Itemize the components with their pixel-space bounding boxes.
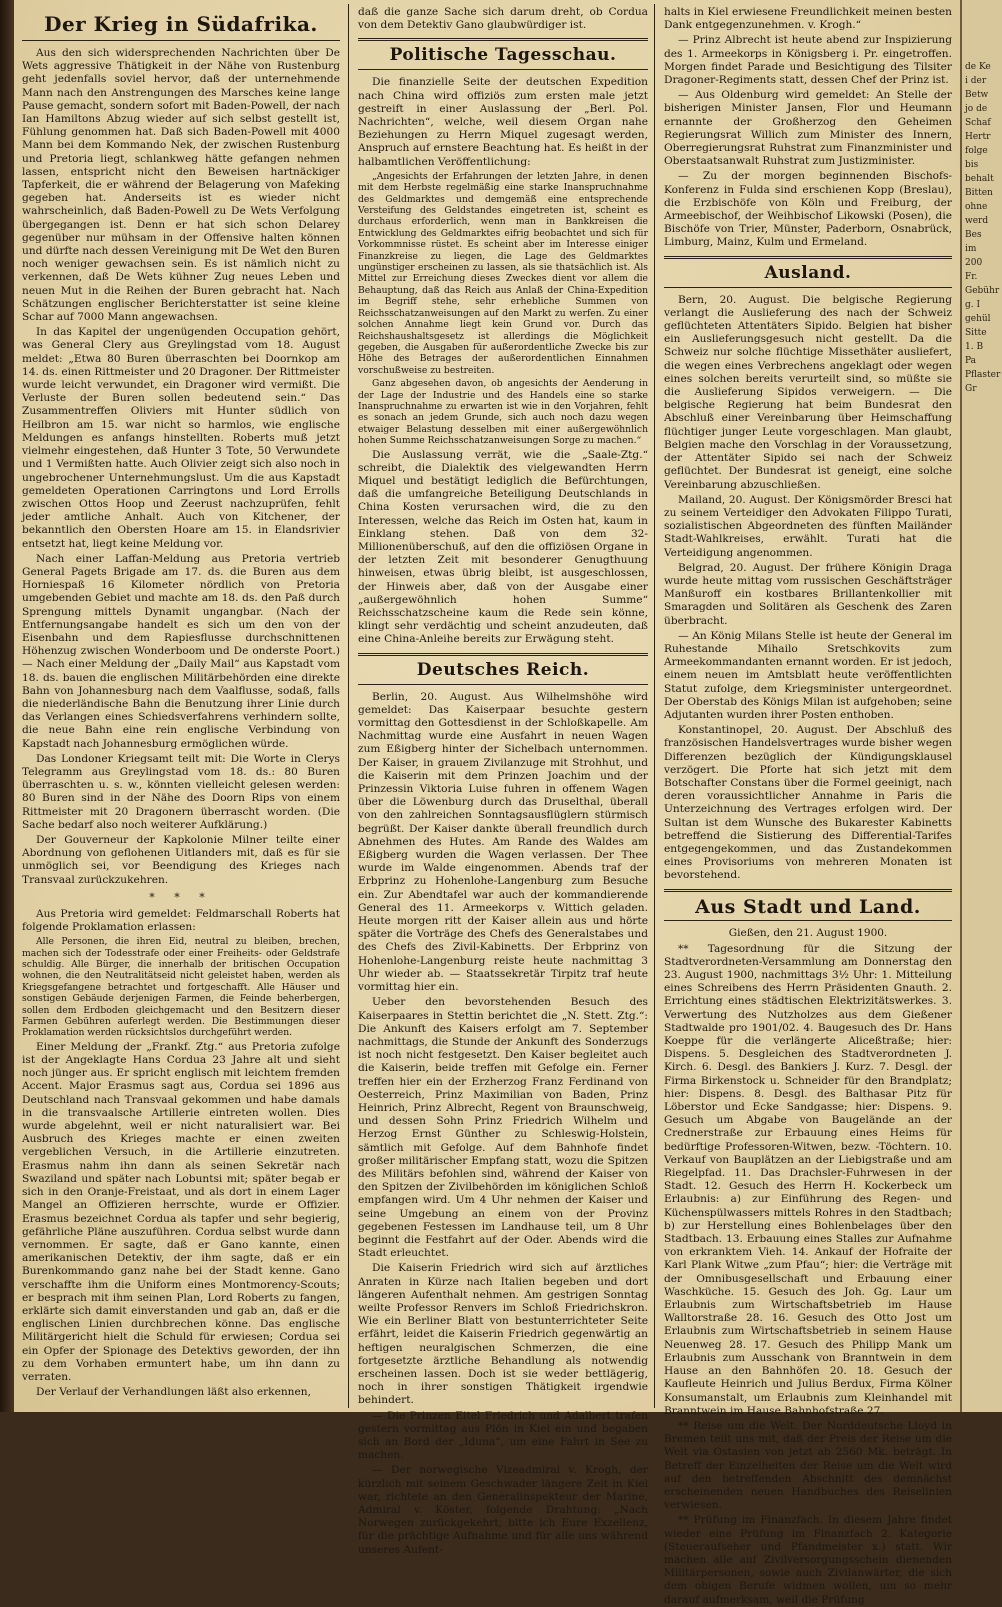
article-paragraph: Einer Meldung der „Frankf. Ztg.“ aus Pretoria zufolge ist der Angeklagte Hans Cordua 23 Jahre alt und sieht noch jünger aus. Er spricht englisch mit leichtem fremden Accent. Major Erasmus sagt aus, Cordua sei 1896 aus Deutschland nach Transvaal gekommen und habe damals in die transvaalsche Artillerie eintreten wollen. Dies wurde abgelehnt, weil er nicht naturalisiert war. Bei Ausbruch des Krieges machte er einen zweiten vergeblichen Versuch, in die Artillerie einzutreten. Erasmus nahm ihn dann als seinen Sekretär nach Swaziland und später nach Lobuntsi mit; später begab er sich in den Oranje-Freistaat, und als dort in einem Lager Mangel an Offizieren herrschte, wurde er Offizier. Erasmus bezeichnet Cordua als tapfer und sehr begierig, gefährliche Pläne auszuführen. Cordua selbst wurde dann vernommen. Er sagte, daß er Gano kannte, einen amerikanischen Detektiv, der ihm sagte, daß er ein Burenkommando ganz nahe bei der Stadt kenne. Gano verschaffte ihm die Uniform eines Montmorency-Scouts; er besprach mit ihm seinen Plan, Lord Roberts zu fangen, erklärte sich damit einverstanden und gab an, daß er die englischen Linien durchbrechen könne. Das englische Militärgericht hielt die Schuld für erwiesen; Cordua sei ein Opfer der Spionage des Detektivs geworden, der ihn zu dem Vorhaben ermuntert habe, um ihn dann zu verraten. bbox=[22, 1040, 340, 1383]
dateline: Gießen, den 21. August 1900. bbox=[728, 926, 888, 939]
book-binding bbox=[0, 0, 14, 1412]
adjacent-page-fragment: werd bbox=[965, 216, 989, 226]
article-paragraph: Die Auslassung verrät, wie die „Saale-Ztg.“ schreibt, die Dialektik des vielgewandten Herrn Miquel und bestätigt lediglich die Befürchtungen, daß die umfangreiche Beteiligung Deutschlands in China Kosten verursachen wird, die zu den Interessen, welche das Reich im Osten hat, kaum in Einklang stehen. Daß von dem 32-Millionenüberschuß, auf den die offiziösen Organe in der letzten Zeit mit besonderer Genugthuung hinweisen, etwas übrig bleibt, ist ausgeschlossen, der Hinweis aber, daß von der Ausgabe einer „außergewöhnlich hohen Summe“ Reichsschatzscheine kaum die Rede sein könne, klingt sehr verdächtig und scheint anzudeuten, daß eine China-Anleihe bereits zur Erwägung steht. bbox=[358, 448, 648, 646]
column-politics bbox=[358, 6, 648, 1556]
article-paragraph: ** Tagesordnung für die Sitzung der Stadtverordneten-Versammlung am Donnerstag den 23. August 1900, nachmittags 3½ Uhr: 1. Mitteilung eines Schreibens des Herrn Präsidenten Gnauth. 2. Errichtung eines städtischen Elektrizitätswerkes. 3. Verwertung des Nutzholzes aus dem Gießener Stadtwalde pro 1901/02. 4. Baugesuch des Dr. Hans Koeppe für die verlängerte Aliceßtraße; hier: Dispens. 5. Desgleichen des Stadtverordneten J. Kirch. 6. Desgl. des Bankiers J. Kurz. 7. Desgl. der Firma Birkenstock u. Schneider für den Brandplatz; hier: Dispens. 8. Desgl. des Balthasar Pitz für Löberstor und Ecke Sandgasse; hier: Dispens. 9. Gesuch um Abgabe von Baugelände an der Crednerstraße zur Erbauung eines Heims für bedürftige Professoren-Witwen, bezw. -Töchtern. 10. Verkauf von Bauplätzen an der Liebigstraße und am Riegelpfad. 11. Das Drachsler-Fuhrwesen in der Stadt. 12. Gesuch des Herrn H. Kockerbeck um Erlaubnis: a) zur Einführung des Regen- und Küchenspülwassers mittels Rohres in den Stadtbach; b) zur Herstellung eines Bohlenbelages über den Stadtbach. 13. Erbauung eines Stalles zur Aufnahme von erkranktem Vieh. 14. Ankauf der Hofraite der Karl Plank Witwe „zum Pfau“; hier: die Verträge mit der Omnibusgesellschaft und Erbauung einer Waschküche. 15. Gesuch des Joh. Gg. Laur um Erlaubnis zum Wirtschaftsbetrieb im Hause Walltorstraße 28. 16. Gesuch des Otto Jost um Erlaubnis zum Wirtschaftsbetrieb in seinem Hause Neuenweg 28. 17. Gesuch des Philipp Mank um Erlaubnis zum Ausschank von Branntwein in dem Hause an den Bahnhöfen 20. 18. Gesuch der Kaufleute Heinrich und Julius Berdux, Firma Kölner Konsumanstalt, um Erlaubnis zum Kleinhandel mit Branntwein im Hause Bahnhofstraße 27. bbox=[664, 942, 952, 1417]
article-paragraph: Der Gouverneur der Kapkolonie Milner teilte einer Abordnung von geflohenen Uitlanders mit, daß es für sie unmöglich sei, vor Beendigung des Krieges nach Transvaal zurückzukehren. bbox=[22, 833, 340, 886]
adjacent-page-fragment: i der bbox=[965, 76, 987, 86]
proclamation-text: Alle Personen, die ihren Eid, neutral zu bleiben, brechen, machen sich der Todesstrafe oder einer Freiheits- oder Geldstrafe schuldig. Alle Bürger, die innerhalb der britischen Occupation wohnen, die den Neutralitätseid nicht geleistet haben, werden als Kriegsgefangene betrachtet und fortgeschafft. Alle Häuser und sonstigen Gebäude derjenigen Farmen, die Feinde beherbergen, sollen dem Erdboden gleichgemacht und den Besitzern dieser Farmen Gebühren auferlegt werden. Die Bestimmungen dieser Proklamation werden rücksichtslos durchgeführt werden. bbox=[22, 936, 340, 1039]
article-paragraph: Konstantinopel, 20. August. Der Abschluß des französischen Handelsvertrages wurde bisher wegen Differenzen bezüglich der Kündigungsklausel verzögert. Die Pforte hat sich jetzt mit dem Botschafter Constans über die Formel geeinigt, nach deren voraussichtlicher Annahme in Paris die Unterzeichnung des Vertrages erfolgen wird. Der Sultan ist dem Wunsche des Bukarester Kabinetts betreffend die Sistierung des Differential-Tarifes entgegengekommen, und das Zustandekommen eines Provisoriums von mehreren Monaten ist bevorstehend. bbox=[664, 724, 952, 882]
adjacent-page-fragment: jo de bbox=[965, 104, 988, 114]
adjacent-page-fragment: 200 bbox=[965, 258, 983, 268]
adjacent-page-fragment: folge bbox=[965, 146, 988, 156]
article-paragraph: Nach einer Laffan-Meldung aus Pretoria vertrieb General Pagets Brigade am 17. ds. die Buren aus dem Horniespaß 16 Kilometer nördlich von Pretoria umgebenden Gebiet und machte am 18. ds. den Paß durch Sprengung mittels Dynamit ungangbar. (Nach der Entfernungsangabe handelt es sich um den von der Eisenbahn und dem Rapiesflusse durchschnittenen Höhenzug zwischen Wonderboom und De onderste Poort.) — Nach einer Meldung der „Daily Mail“ aus Kapstadt vom 18. ds. bauen die englischen Militärbehörden eine direkte Bahn von Johannesburg nach dem Vaalflusse, sodaß, falls die niederländische Bahn die Benutzung ihrer Linie durch das Verlangen eines Schiedsverfahrens verhindern sollte, die neue Bahn eine rein englische Verbindung von Kapstadt nach Johannesburg ermöglichen würde. bbox=[22, 552, 340, 750]
article-paragraph: Aus Pretoria wird gemeldet: Feldmarschall Roberts hat folgende Proklamation erlassen: bbox=[22, 907, 340, 933]
adjacent-page-fragment: Schaf bbox=[965, 118, 991, 128]
column-rule bbox=[654, 4, 655, 1408]
section-divider-stars: * * * bbox=[149, 890, 213, 904]
article-paragraph: Ueber den bevorstehenden Besuch des Kaiserpaares in Stettin berichtet die „N. Stett. Ztg.“: Die Ankunft des Kaisers erfolgt am 7. September nachmittags, die Stunde der Ankunft des Sonderzugs ist noch nicht festgesetzt. Den Kaiser begleitet auch die Kaiserin, beide treffen mit Gefolge ein. Ferner treffen hier ein der Erzherzog Franz Ferdinand von Oesterreich, Prinz Maximilian von Baden, Prinz Heinrich, Prinz Albrecht, Regent von Braunschweig, und dessen Sohn Prinz Friedrich Wilhelm und Herzog Ernst Günther zu Schleswig-Holstein, sämtlich mit Gefolge. Auf dem Bahnhofe findet großer militärischer Empfang statt, wozu die Spitzen des Militärs befohlen sind, während der Kaiser von den Spitzen der Zivilbehörden im königlichen Schloß empfangen wird. Um 4 Uhr nehmen der Kaiser und seine Umgebung an einem von der Provinz gegebenen Festessen im Landhause teil, um 8 Uhr beginnt die Festfahrt auf der Oder. Abends wird die Stadt erleuchtet. bbox=[358, 996, 648, 1260]
article-paragraph: — Der norwegische Vizeadmiral v. Krogh, der kürzlich mit seinem Geschwader längere Zeit in Kiel war, richtete an den Generalinspekteur der Marine, Admiral v. Köster, folgende Drahtung: „Nach Norwegen zurückgekehrt, bitte ich Eure Exzellenz, für die prächtige Aufnahme und für alle uns während unseres Aufent- bbox=[358, 1464, 648, 1556]
adjacent-page-fragment: behalt bbox=[965, 174, 994, 184]
adjacent-page-fragment: Gebühr bbox=[965, 286, 1000, 296]
article-paragraph: Belgrad, 20. August. Der frühere Königin Draga wurde heute mittag vom russischen Geschäftsträger Manßuroff ein kostbares Brillantenkollier mit Smaragden und Solitären als Geschenk des Zaren überbracht. bbox=[664, 561, 952, 627]
adjacent-page-fragment: Pa bbox=[965, 356, 977, 366]
adjacent-page-fragment: Betw bbox=[965, 90, 989, 100]
adjacent-page-fragment: gehül bbox=[965, 314, 991, 324]
article-paragraph: daß die ganze Sache sich darum dreht, ob Cordua von dem Detektiv Gano glaubwürdiger ist. bbox=[358, 6, 648, 32]
article-paragraph: Die Kaiserin Friedrich wird sich auf ärztliches Anraten in Kürze nach Italien begeben und dort längeren Aufenthalt nehmen. Am gestrigen Sonntag weilte Professor Renvers im Schloß Friedrichskron. Wie ein Berliner Blatt von bestunterrichteter Seite erfährt, leidet die Kaiserin Friedrich gegenwärtig an heftigen neuralgischen Schmerzen, die eine fortgesetzte ärztliche Behandlung als notwendig erscheinen lassen. Doch ist sie weder bettlägerig, noch in ihrer sonstigen Thätigkeit irgendwie behindert. bbox=[358, 1262, 648, 1407]
adjacent-page-fragment: g. I bbox=[965, 300, 981, 310]
adjacent-page-fragment: Bitten bbox=[965, 188, 993, 198]
adjacent-page-fragment: Sitte bbox=[965, 328, 987, 338]
article-paragraph: Berlin, 20. August. Aus Wilhelmshöhe wird gemeldet: Das Kaiserpaar besuchte gestern vormittag den Gottesdienst in der Schloßkapelle. Am Nachmittag wurde eine Ausfahrt in neuen Wagen zum Eßigberg hinter der Sichelbach unternommen. Der Kaiser, in grauem Zivilanzuge mit Strohhut, und die Kaiserin mit dem Prinzen Joachim und der Prinzessin Viktoria Luise fuhren in offenem Wagen über die Löwenburg durch das Druselthal, überall von den zahlreichen Sonntagsausflüglern stürmisch begrüßt. Der Kaiser dankte überall freundlich durch Abnehmen des Hutes. Am Rande des Waldes am Eßigberg wurden die Wagen verlassen. Der Thee wurde im Walde eingenommen. Abends traf der Erbprinz zu Hohenlohe-Langenburg zum Besuche ein. Zur Abendtafel war auch der kommandierende General des 11. Armeekorps v. Wittich geladen. Heute morgen ritt der Kaiser allein aus und hörte später die Vorträge des Chefs des Generalstabes und des Chefs des Zivil-Kabinetts. Der Erbprinz von Hohenlohe-Langenburg reiste heute nachmittag 3 Uhr wieder ab. — Staatssekretär Tirpitz traf heute vormittag hier ein. bbox=[358, 690, 648, 994]
column-foreign-local bbox=[664, 6, 952, 1606]
article-paragraph: ** Reise um die Welt. Der Norddeutsche Lloyd in Bremen teilt uns mit, daß der Preis der Reise um die Welt via Ostasien von jetzt ab 2560 Mk. beträgt. In Betreff der Einzelheiten der Reise um die Welt wird auf den betreffenden Abschnitt des demnächst erscheinenden neuen Handbuches des Reiselinien verwiesen. bbox=[664, 1419, 952, 1512]
article-paragraph: Mailand, 20. August. Der Königsmörder Bresci hat zu seinem Verteidiger den Advokaten Filippo Turati, sozialistischen Abgeordneten des fünften Mailänder Stadt-Wahlkreises, erwählt. Turati hat die Verteidigung angenommen. bbox=[664, 493, 952, 559]
adjacent-page-fragment: de Ke bbox=[965, 62, 991, 72]
adjacent-page-fragment: Pflaster bbox=[965, 370, 1001, 380]
article-paragraph: Aus den sich widersprechenden Nachrichten über De Wets aggressive Thätigkeit in der Nähe von Rustenburg geht jedenfalls soviel hervor, daß der unternehmende Mann nach den Anstrengungen des Marsches keine lange Pause gemacht, sondern sofort mit Baden-Powell, der nach Ian Hamiltons Abzug wieder auf sich selbst gestellt ist, Fühlung genommen hat. Daß sich Baden-Powell mit 4000 Mann bei dem Kommando Nek, der zwischen Rustenburg und Pretoria liegt, schlankweg hätte gefangen nehmen lassen, entspricht nicht den Beweisen hartnäckiger Tapferkeit, die er während der Belagerung von Mafeking gegeben hat. Anderseits ist es wieder nicht wahrscheinlich, daß Baden-Powell zu De Wets Verfolgung übergegangen ist. Denn er hat sich schon Delarey gegenüber nur mühsam in der Offensive halten können und dürfte nach dessen Vereinigung mit De Wet den Buren noch weniger gewachsen sein. Es ist nämlich nicht zu verkennen, daß De Wets kühner Zug neues Leben und neuen Mut in die Reihen der Buren gebracht hat. Nach Schätzungen englischer Berichterstatter ist seine kleine Schar auf 7000 Mann angewachsen. bbox=[22, 47, 340, 324]
section-title-politics: Politische Tagesschau. bbox=[358, 38, 648, 70]
article-paragraph: — Aus Oldenburg wird gemeldet: An Stelle der bisherigen Minister Jansen, Flor und Heumann ernannte der Großherzog den Geheimen Regierungsrat Willich zum Minister des Innern, Oberregierungsrat Ruhstrat zum Finanzminister und Oberstaatsanwalt Ruhstrat zum Justizminister. bbox=[664, 89, 952, 168]
article-paragraph: — Die Prinzen Eitel Friedrich und Adalbert trafen gestern vormittag aus Plön in Kiel ein und begaben sich an Bord der „Iduna“, um eine Fahrt in See zu machen. bbox=[358, 1409, 648, 1462]
quoted-text: „Angesichts der Erfahrungen der letzten Jahre, in denen mit dem Herbste regelmäßig eine starke Inanspruchnahme des Geldmarktes und demgemäß eine entsprechende Versteifung des Geldstandes eingetreten ist, scheint es durchaus erforderlich, wenn man in Bankkreisen die Entwicklung des Geldmarktes eifrig beobachtet und sich für Vorkommnisse rüstet. Es scheint aber im Interesse einiger Finanzkreise zu liegen, die Lage des Geldmarktes ungünstiger erscheinen zu lassen, als sie thatsächlich ist. Als Mittel zur Erreichung dieses Zweckes dient vor allem die Behauptung, daß das Reich aus Anlaß der China-Expedition im Begriff stehe, sehr erhebliche Summen von Reichsschatzanweisungen auf den Markt zu werfen. Zu einer solchen Annahme liegt kein Grund vor. Durch das Reichshaushaltsgesetz ist allerdings die Möglichkeit gegeben, die Ausgaben für außerordentliche Zwecke bis zur Höhe des Betrages der außerordentlichen Einnahmen vorschußweise zu bestreiten. bbox=[358, 170, 648, 376]
quoted-text: Ganz abgesehen davon, ob angesichts der Aenderung in der Lage der Industrie und des Handels eine so starke Inanspruchnahme zu erwarten ist wie in den Vorjahren, fehlt es sonach an jedem Grunde, sich auch noch dazu wegen etwaiger Belastung desselben mit einer außergewöhnlich hohen Summe Reichsschatzanweisungen Sorge zu machen.“ bbox=[358, 378, 648, 447]
article-paragraph: halts in Kiel erwiesene Freundlichkeit meinen besten Dank entgegenzunehmen. v. Krogh.“ bbox=[664, 6, 952, 32]
column-war-report bbox=[22, 6, 340, 1406]
article-paragraph: Der Verlauf der Verhandlungen läßt also erkennen, bbox=[36, 1386, 311, 1399]
adjacent-page-fragment: im bbox=[965, 244, 977, 254]
article-paragraph: — An König Milans Stelle ist heute der General im Ruhestande Mihailo Sretschkovits zum Armeekommandanten ernannt worden. Er ist jedoch, einem neuen im Amtsblatt heute veröffentlichten Statut zufolge, dem Kriegsminister untergeordnet. Der Oberstab des Königs Milan ist aufgehoben; seine Adjutanten wurden ihrer Posten enthoben. bbox=[664, 629, 952, 721]
adjacent-page-fragment: Gr bbox=[965, 384, 977, 394]
article-paragraph: Die finanzielle Seite der deutschen Expedition nach China wird offiziös zum ersten male jetzt gestreift in einer Auslassung der „Berl. Pol. Nachrichten“, welche, weil diesem Organ nahe Beziehungen zu Herrn Miquel zugesagt werden, Anspruch auf ernstere Beachtung hat. Es heißt in der halbamtlichen Veröffentlichung: bbox=[358, 76, 648, 168]
adjacent-page-fragment: Bes bbox=[965, 230, 982, 240]
adjacent-page-fragment: 1. B bbox=[965, 342, 984, 352]
section-title-local: Aus Stadt und Land. bbox=[664, 889, 952, 921]
article-paragraph: Das Londoner Kriegsamt teilt mit: Die Worte in Clerys Telegramm aus Greylingstad vom 18. ds.: 80 Buren überraschten u. s. w., könnten vielleicht gelesen werden: 80 Buren sind in der Nähe des Doorn Rips von einem Rittmeister mit 20 Dragonern überrascht worden. (Die Sache bedarf also noch weiterer Aufklärung.) bbox=[22, 752, 340, 831]
adjacent-page-fragment: Hertr bbox=[965, 132, 991, 142]
adjacent-page-edge bbox=[960, 0, 1002, 1412]
section-title-war: Der Krieg in Südafrika. bbox=[22, 12, 340, 41]
section-title-reich: Deutsches Reich. bbox=[358, 653, 648, 685]
article-paragraph: ** Prüfung im Finanzfach. In diesem Jahre findet wieder eine Prüfung im Finanzfach 2. Kategorie (Steueraufseher und Pfandmeister x.) statt. Wir machen alle auf Zivilversorgungsschein dienenden Militärpersonen, sowie auch Zivilanwärter, die sich dem obigen Berufe widmen wollen, um so mehr darauf aufmerksam, weil die Prüfung bbox=[664, 1514, 952, 1606]
article-paragraph: In das Kapitel der ungenügenden Occupation gehört, was General Clery aus Greylingstad vom 18. August meldet: „Etwa 80 Buren überraschten bei Doornkop am 14. ds. einen Rittmeister und 20 Dragoner. Der Rittmeister wurde leicht verwundet, ein Dragoner wird vermißt. Die Verluste der Buren sollen bedeutend sein.“ Das Zusammentreffen Oliviers mit Hunter südlich von Heilbron am 15. war nicht so harmlos, wie englische Meldungen es anfangs hinstellten. Roberts muß jetzt vielmehr eingestehen, daß Hunter 3 Tote, 50 Verwundete und 1 Vermißten hatte. Auch Olivier zeigt sich also noch in ungebrochener Unternehmungslust. Um die aus Kapstadt gemeldeten Operationen Carringtons und Lord Errolls zwischen Ottos Hoop und Zeerust nachzuprüfen, fehlt jeder amtliche Anhalt. Auch von Kitchener, der bekanntlich den Obersten Hoare am 15. in Elandsrivier entsetzt hat, liegt keine Meldung vor. bbox=[22, 326, 340, 550]
column-rule bbox=[348, 4, 349, 1408]
adjacent-page-fragment: bis bbox=[965, 160, 979, 170]
article-paragraph: Bern, 20. August. Die belgische Regierung verlangt die Auslieferung des nach der Schweiz geflüchteten Attentäters Sipido. Belgien hat bisher ein Auslieferungsgesuch nicht gestellt. Da die Schweiz nur solche flüchtige Missethäter ausliefert, die wegen eines Verbrechens angeklagt oder wegen eines solchen bereits verurteilt sind, so müßte sie die Auslieferung Sipidos verweigern. — Die belgische Regierung hat beim Bundesrat den Abschluß einer Vereinbarung über Heimschaffung flüchtiger junger Leute vorgeschlagen. Man glaubt, Belgien mache den Vorschlag in der Voraussetzung, der Attentäter Sipido sei nach der Schweiz geflüchtet. Der Bundesrat ist geneigt, eine solche Vereinbarung abzuschließen. bbox=[664, 293, 952, 491]
section-title-abroad: Ausland. bbox=[664, 256, 952, 288]
article-paragraph: — Prinz Albrecht ist heute abend zur Inspizierung des 1. Armeekorps in Königsberg i. Pr. eingetroffen. Morgen findet Parade und Besichtigung des Tilsiter Dragoner-Regiments statt, dessen Chef der Prinz ist. bbox=[664, 34, 952, 87]
article-paragraph: — Zu der morgen beginnenden Bischofs-Konferenz in Fulda sind erschienen Kopp (Breslau), die Erzbischöfe von Köln und Freiburg, der Armeebischof, der Weihbischof Likowski (Posen), die Bischöfe von Trier, Münster, Paderborn, Osnabrück, Limburg, Mainz, Kulm und Ermeland. bbox=[664, 170, 952, 249]
adjacent-page-fragment: Fr. bbox=[965, 272, 978, 282]
adjacent-page-fragment: ohne bbox=[965, 202, 988, 212]
